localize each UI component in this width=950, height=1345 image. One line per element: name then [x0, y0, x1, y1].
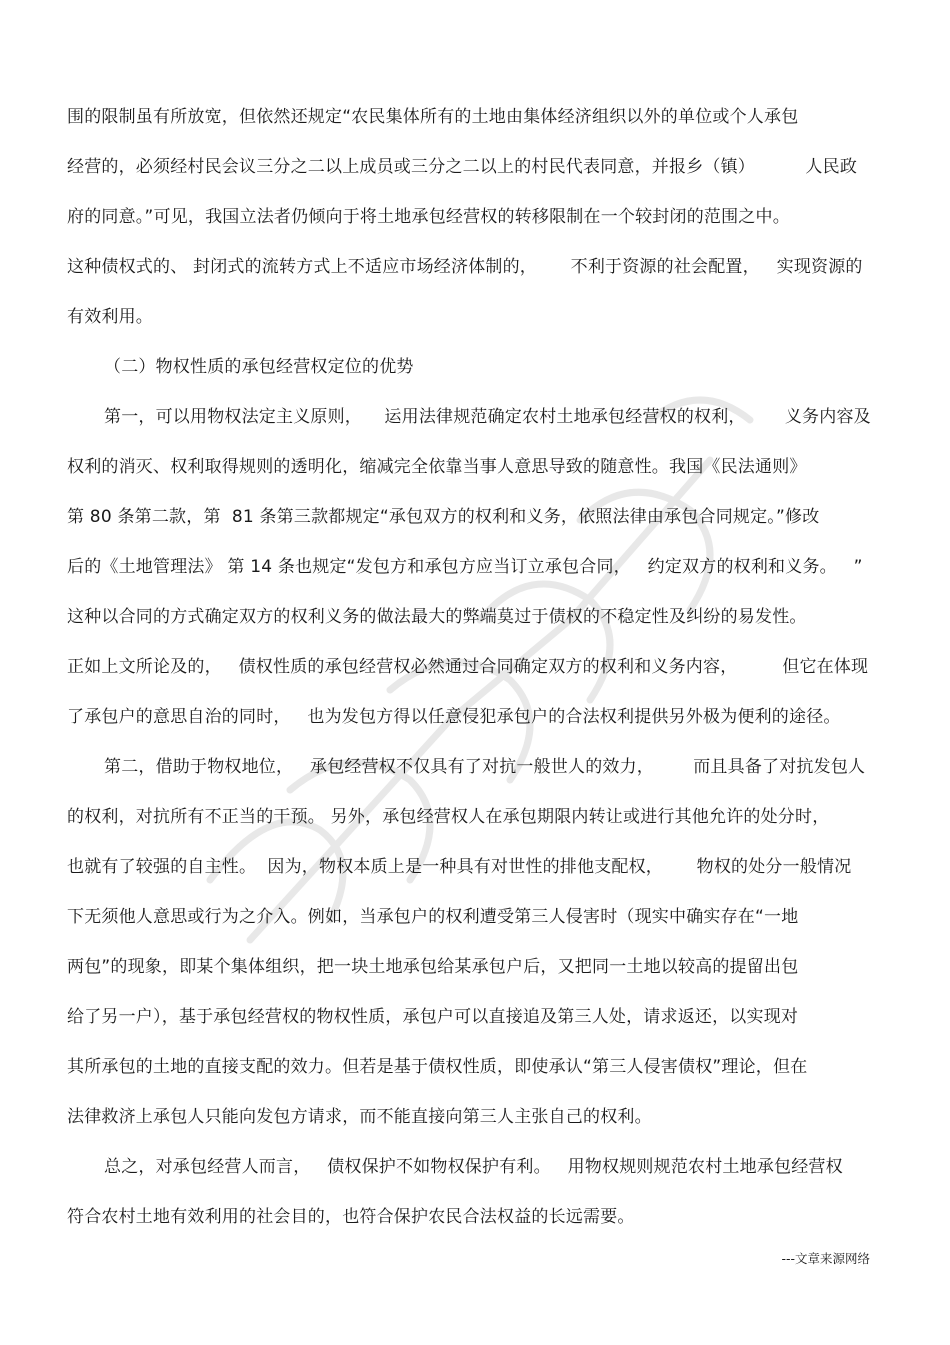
paragraph-line: 这种债权式的、 封闭式的流转方式上不适应市场经济体制的， 不利于资源的社会配置， 实现资源的 — [67, 257, 863, 277]
paragraph-line: 其所承包的土地的直接支配的效力。但若是基于债权性质，即使承认“第三人侵害债权”理论，但在 — [67, 1057, 808, 1077]
paragraph-line: 符合农村土地有效利用的社会目的，也符合保护农民合法权益的长远需要。 — [67, 1207, 635, 1227]
paragraph-line: 经营的，必须经村民会议三分之二以上成员或三分之二以上的村民代表同意，并报乡（镇） 人民政 — [67, 157, 858, 177]
paragraph-line: 第一，可以用物权法定主义原则， 运用法律规范确定农村土地承包经营权的权利， 义务内容及 — [104, 407, 871, 427]
source-note: ---文章来源网络 — [781, 1251, 870, 1266]
paragraph-line: 第二，借助于物权地位， 承包经营权不仅具有了对抗一般世人的效力， 而且具备了对抗发包人 — [104, 757, 866, 777]
paragraph-line: 府的同意。”可见，我国立法者仍倾向于将土地承包经营权的转移限制在一个较封闭的范围之中。 — [67, 207, 790, 227]
paragraph-line: 了承包户的意思自治的同时， 也为发包方得以任意侵犯承包户的合法权利提供另外极为便利的途径。 — [67, 707, 841, 727]
paragraph-line: 权利的消灭、权利取得规则的透明化，缩减完全依靠当事人意思导致的随意性。我国《民法通则》 — [67, 457, 807, 477]
paragraph-line: 有效利用。 — [67, 307, 153, 327]
section-heading: （二）物权性质的承包经营权定位的优势 — [104, 357, 414, 377]
paragraph-line: 的权利，对抗所有不正当的干预。 另外，承包经营权人在承包期限内转让或进行其他允许的处分时， — [67, 807, 830, 827]
paragraph-line: 法律救济上承包人只能向发包方请求，而不能直接向第三人主张自己的权利。 — [67, 1107, 652, 1127]
paragraph-line: 后的《土地管理法》 第 14 条也规定“发包方和承包方应当订立承包合同， 约定双方的权利和义务。 ” — [67, 557, 863, 577]
paragraph-line: 围的限制虽有所放宽，但依然还规定“农民集体所有的土地由集体经济组织以外的单位或个人承包 — [67, 107, 799, 127]
paragraph-line: 这种以合同的方式确定双方的权利义务的做法最大的弊端莫过于债权的不稳定性及纠纷的易发性。 — [67, 607, 807, 627]
paragraph-line: 给了另一户），基于承包经营权的物权性质，承包户可以直接追及第三人处，请求返还，以实现对 — [67, 1007, 799, 1027]
paragraph-line: 总之，对承包经营人而言， 债权保护不如物权保护有利。 用物权规则规范农村土地承包经营权 — [104, 1157, 843, 1177]
paragraph-line: 正如上文所论及的， 债权性质的承包经营权必然通过合同确定双方的权利和义务内容， 但它在体现 — [67, 657, 869, 677]
paragraph-line: 也就有了较强的自主性。 因为，物权本质上是一种具有对世性的排他支配权， 物权的处分一般情况 — [67, 857, 852, 877]
paragraph-line: 第 80 条第二款，第 81 条第三款都规定“承包双方的权利和义务，依照法律由承包合同规定。”修改 — [67, 507, 820, 527]
paragraph-line: 两包”的现象，即某个集体组织，把一块土地承包给某承包户后，又把同一土地以较高的提留出包 — [67, 957, 799, 977]
paragraph-line: 下无须他人意思或行为之介入。例如，当承包户的权利遭受第三人侵害时（现实中确实存在“一地 — [67, 907, 799, 927]
